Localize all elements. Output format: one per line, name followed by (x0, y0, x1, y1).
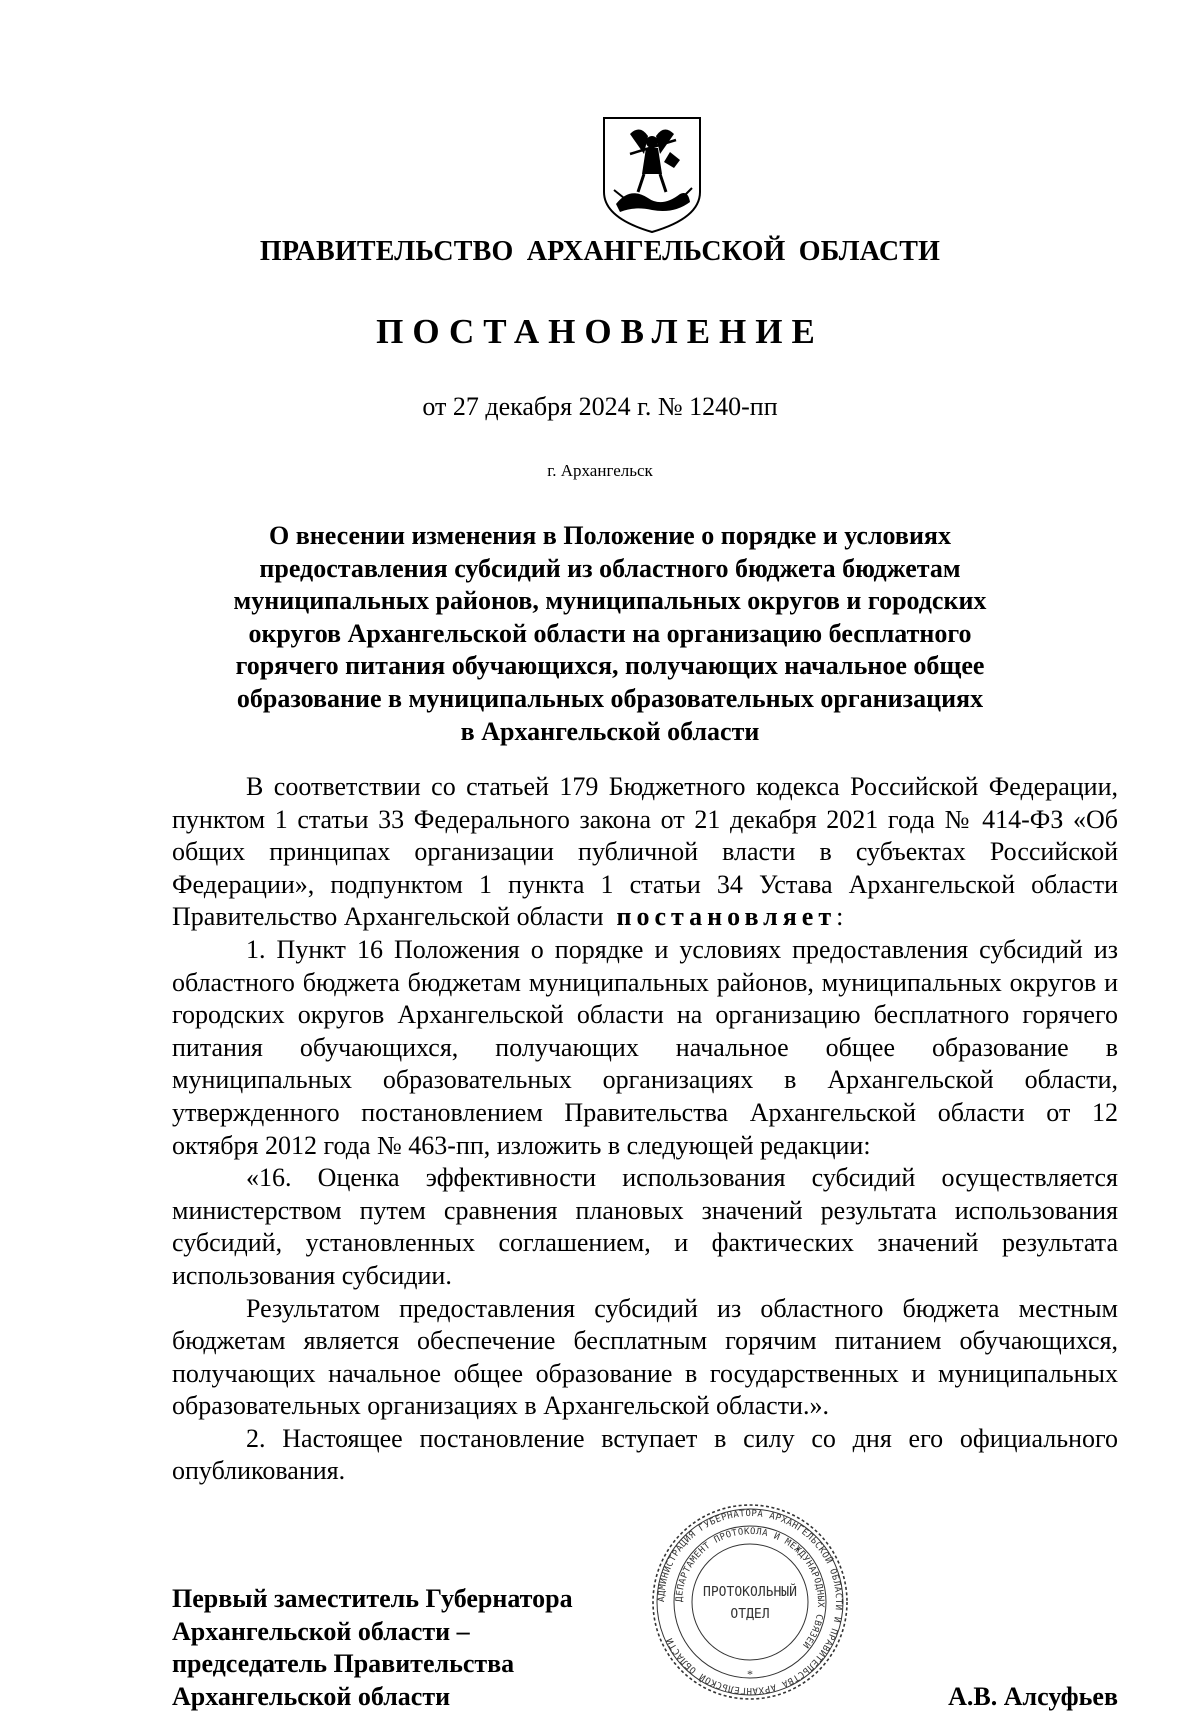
item-2-paragraph: 2. Настоящее постановление вступает в силу со дня его официального опубликования. (172, 1423, 1118, 1486)
preamble-text: В соответствии со статьей 179 Бюджетного кодекса Российской Федерации, пунктом 1 статьи 33 Федерального закона от 21 декабря 2021 года № 414-ФЗ «Об общих принципах организации публичной власти в субъектах Российской Федерации», подпунктом 1 пункта 1 статьи 34 Устава Архангельской области Правительство Архангельской области (172, 772, 1118, 932)
signer-line: Архангельской области – (172, 1616, 470, 1646)
document-title (170, 520, 1050, 748)
title-line: муниципальных районов, муниципальных округов и городских (233, 586, 987, 616)
quote-paragraph-2: Результатом предоставления субсидий из областного бюджета местным бюджетам является обеспечение бесплатным горячим питанием обучающихся, получающих начальное общее образование в государственных и муниципальных образовательных организациях в Архангельской области.». (172, 1293, 1118, 1421)
stamp-center-line-1: ПРОТОКОЛЬНЫЙ (703, 1585, 797, 1600)
title-line: О внесении изменения в Положение о порядке и условиях (269, 521, 951, 550)
official-seal (650, 1502, 850, 1702)
stamp-outer-text: АДМИНИСТРАЦИЯ ГУБЕРНАТОРА АРХАНГЕЛЬСКОЙ ОБЛАСТИ И ПРАВИТЕЛЬСТВА АРХАНГЕЛЬСКОЙ ОБЛАСТИ (656, 1508, 844, 1696)
signer-name: А.В. Алсуфьев (948, 1682, 1118, 1711)
svg-text:*: * (747, 1667, 753, 1681)
item-1-paragraph: 1. Пункт 16 Положения о порядке и условиях предоставления субсидий из областного бюджета бюджетам муниципальных районов, муниципальных округов и городских округов Архангельской области на организацию бесплатного горячего питания обучающихся, получающих начальное общее образование в муниципальных образовательных организациях в Архангельской области, утвержденного постановлением Правительства Архангельской области от 12 октября 2012 года № 463-пп, изложить в следующей редакции: (172, 934, 1118, 1160)
document-body (172, 771, 1118, 1488)
date-number: от 27 декабря 2024 г. № 1240-пп (422, 392, 778, 421)
title-line: горячего питания обучающихся, получающих начальное общее (235, 651, 985, 681)
quote-paragraph-1: «16. Оценка эффективности использования субсидий осуществляется министерством путем сравнения плановых значений результата использования субсидий, установленных соглашением, и фактических значений результата использования субсидии. (172, 1163, 1118, 1290)
stamp-center-line-2: ОТДЕЛ (730, 1607, 770, 1622)
signer-line: Первый заместитель Губернатора (172, 1584, 573, 1613)
decrees-colon: : (836, 902, 844, 932)
stamp-inner-text: ДЕПАРТАМЕНТ ПРОТОКОЛА И МЕЖДУНАРОДНЫХ СВЯЗЕЙ (674, 1526, 826, 1650)
title-line: образование в муниципальных образовательных организациях (236, 683, 984, 713)
organization-name: ПРАВИТЕЛЬСТВО АРХАНГЕЛЬСКОЙ ОБЛАСТИ (259, 236, 941, 267)
city: г. Архангельск (547, 461, 653, 480)
decrees-word: постановляет (616, 902, 837, 932)
coat-of-arms-icon (600, 114, 704, 234)
signer-line: Архангельской области (172, 1681, 451, 1711)
title-line: предоставления субсидий из областного бюджета бюджетам (259, 553, 961, 583)
title-line: в Архангельской области (460, 716, 760, 746)
signer-position (172, 1583, 632, 1713)
preamble-paragraph (172, 771, 1118, 934)
title-line: округов Архангельской области на организацию бесплатного (248, 618, 972, 648)
signer-line: председатель Правительства (172, 1649, 515, 1679)
document-type: ПОСТАНОВЛЕНИЕ (376, 312, 824, 351)
